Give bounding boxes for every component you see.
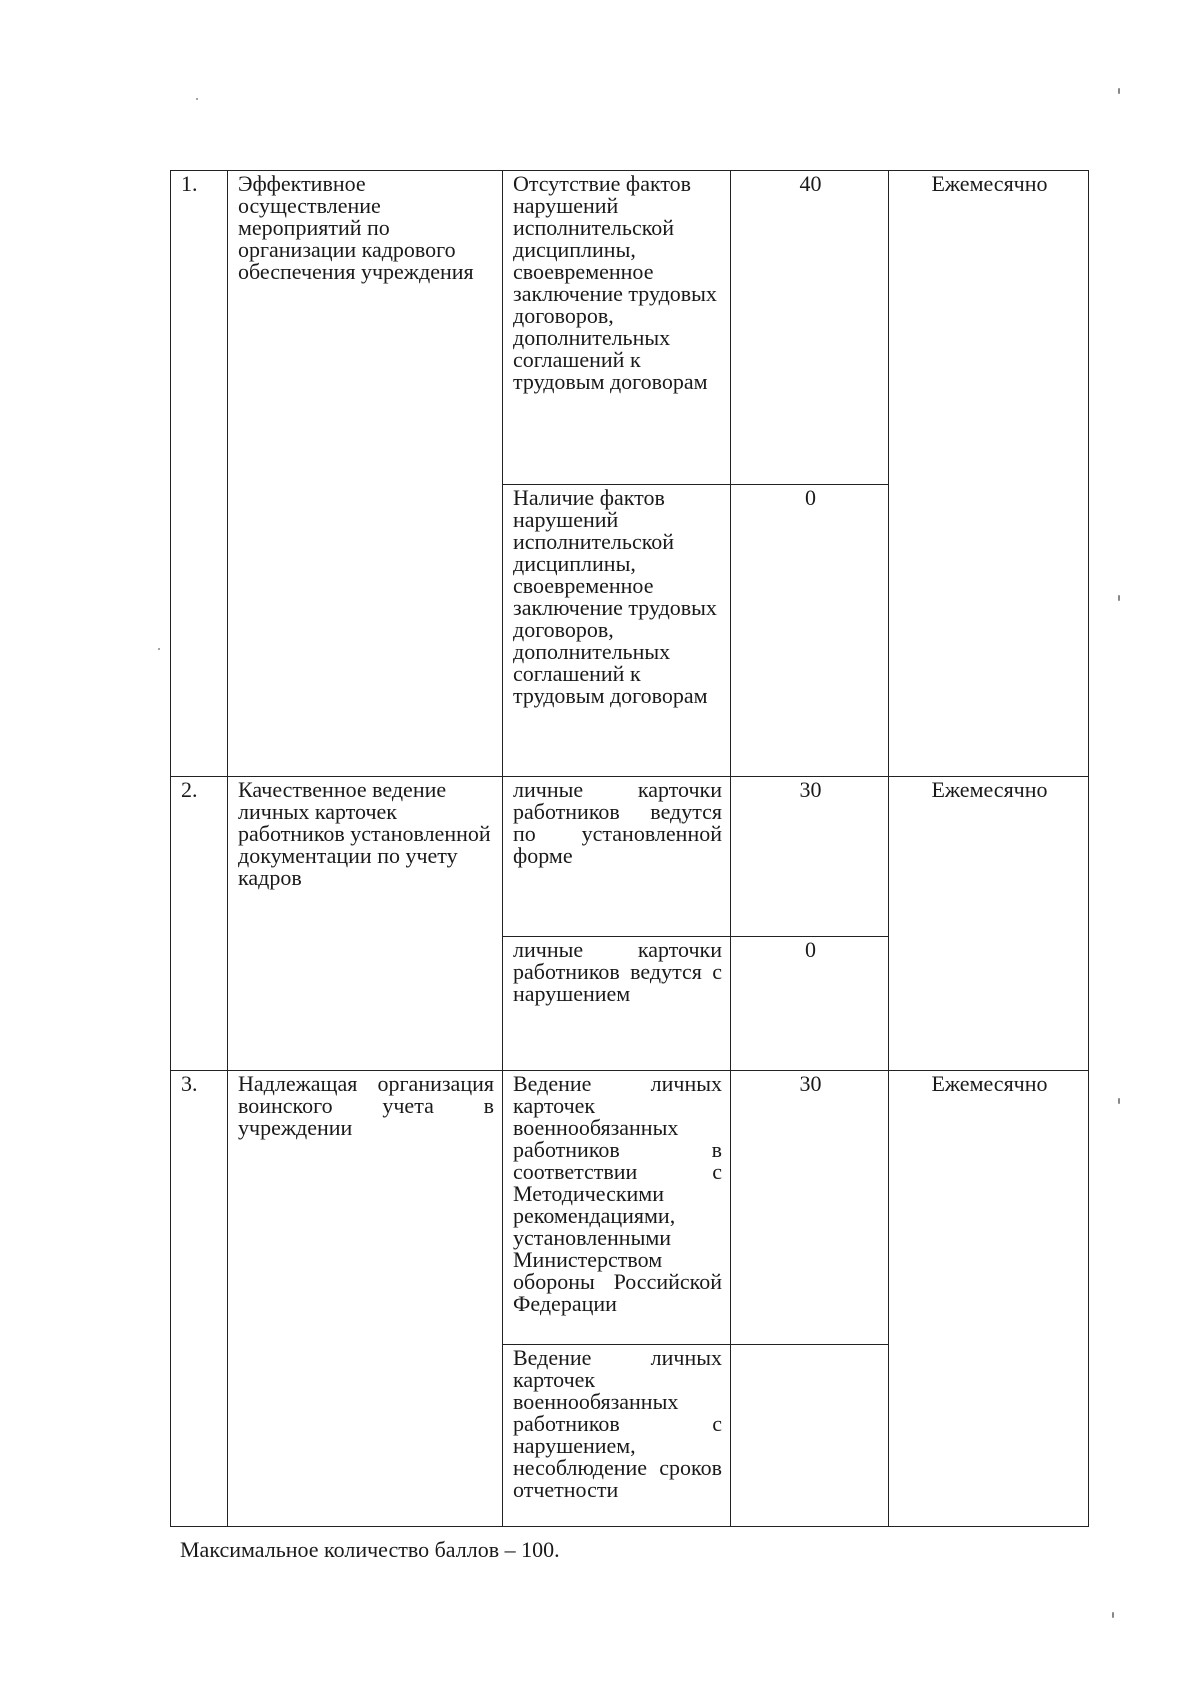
frequency-cell: Ежемесячно (889, 1071, 1089, 1527)
scan-speck (1118, 1098, 1120, 1104)
condition-text: Ведение личных карточек военнообязанных работников в соответствии с Методическими рекомендациями, установленными Министерством обороны Российской Федерации (503, 1071, 731, 1345)
condition-text: Ведение личных карточек военнообязанных работников с нарушением, несоблюдение сроков отчетности (503, 1345, 731, 1527)
criterion-name: Надлежащая организация воинского учета в учреждении (228, 1071, 503, 1527)
score-value: 30 (731, 777, 889, 937)
criterion-name: Эффективное осуществление мероприятий по организации кадрового обеспечения учреждения (228, 171, 503, 777)
table-row (171, 1071, 1089, 1345)
criteria-table (170, 170, 1089, 1527)
criterion-name: Качественное ведение личных карточек работников установленной документации по учету кадров (228, 777, 503, 1071)
condition-text: Наличие фактов нарушений исполнительской дисциплины, своевременное заключение трудовых договоров, дополнительных соглашений к трудовым договорам (503, 485, 731, 777)
row-number: 3. (171, 1071, 228, 1527)
score-value (731, 1345, 889, 1527)
frequency-cell: Ежемесячно (889, 777, 1089, 1071)
scan-speck (1118, 595, 1120, 601)
condition-text: личные карточки работников ведутся по установленной форме (503, 777, 731, 937)
row-number: 1. (171, 171, 228, 777)
condition-text: Отсутствие фактов нарушений исполнительской дисциплины, своевременное заключение трудовых договоров, дополнительных соглашений к трудовым договорам (503, 171, 731, 485)
table-row (171, 777, 1089, 937)
score-value: 40 (731, 171, 889, 485)
score-value: 30 (731, 1071, 889, 1345)
max-score-note: Максимальное количество баллов – 100. (180, 1537, 560, 1562)
scan-speck (1112, 1612, 1114, 1618)
scan-speck (196, 98, 198, 100)
frequency-cell: Ежемесячно (889, 171, 1089, 777)
condition-text: личные карточки работников ведутся с нарушением (503, 937, 731, 1071)
score-value: 0 (731, 485, 889, 777)
scan-speck (1118, 88, 1120, 94)
score-value: 0 (731, 937, 889, 1071)
scan-speck (158, 648, 160, 650)
row-number: 2. (171, 777, 228, 1071)
table-row (171, 171, 1089, 485)
